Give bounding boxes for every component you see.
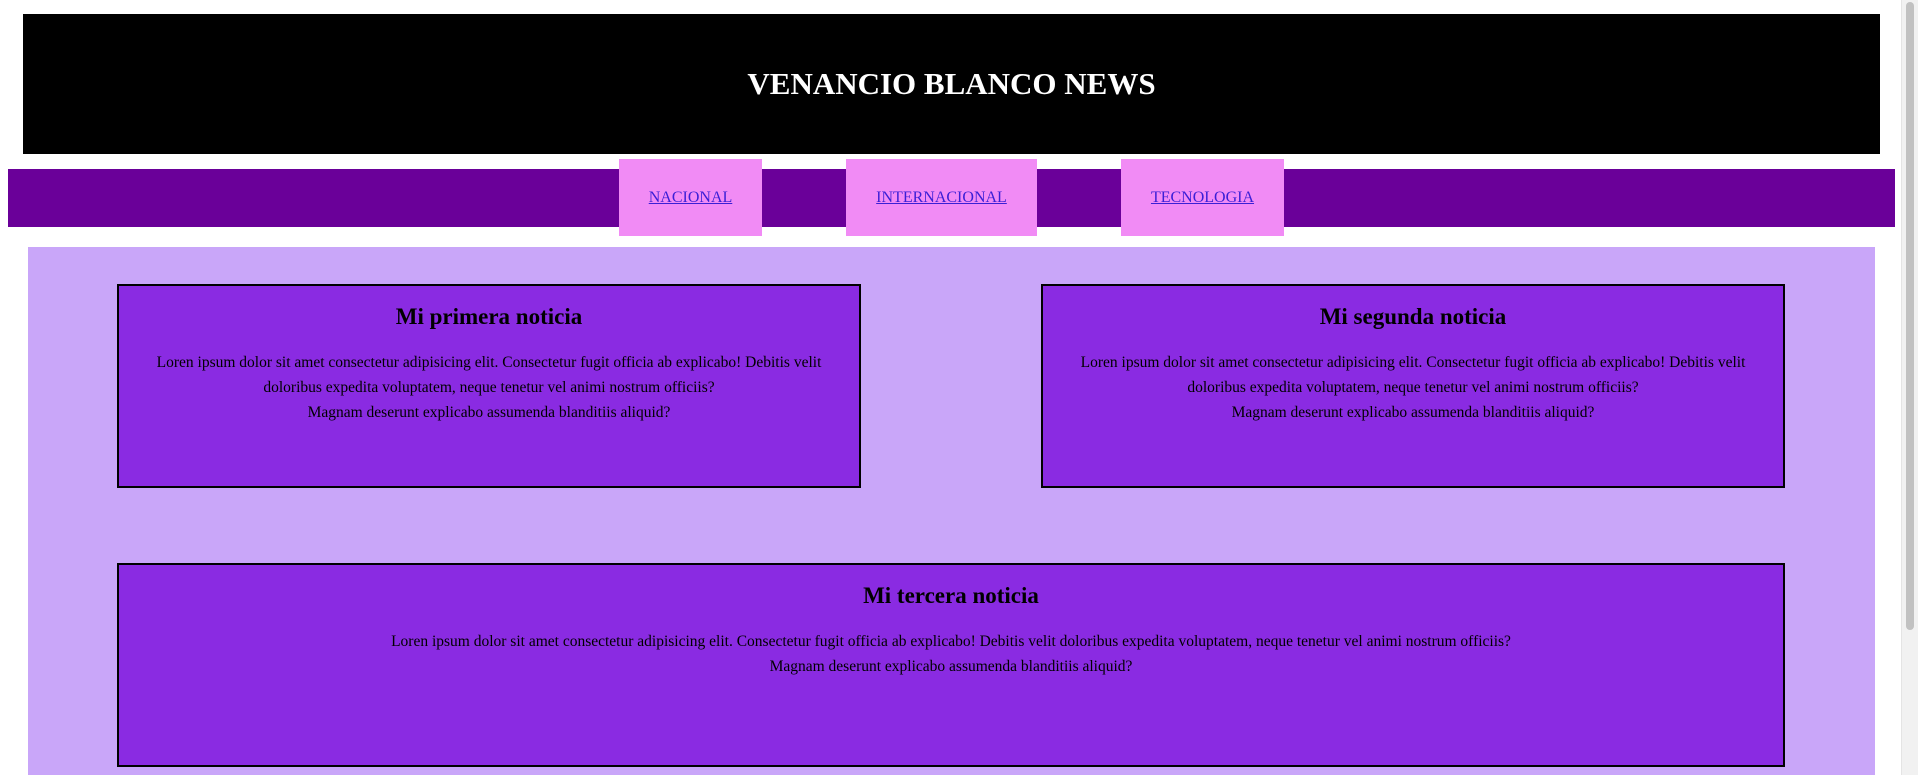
site-header	[23, 14, 1880, 154]
news-body-text: Loren ipsum dolor sit amet consectetur adipisicing elit. Consectetur fugit officia ab explicabo! Debitis velit doloribus expedita voluptatem, neque tenetur vel animi nostrum officiis?	[391, 633, 1511, 650]
news-body-text: Magnam deserunt explicabo assumenda blanditiis aliquid?	[307, 404, 671, 421]
news-body-text: Magnam deserunt explicabo assumenda blanditiis aliquid?	[769, 658, 1133, 675]
news-body	[1065, 350, 1761, 425]
news-body-text: Loren ipsum dolor sit amet consectetur adipisicing elit. Consectetur fugit officia ab explicabo! Debitis velit doloribus expedita voluptatem, neque tenetur vel animi nostrum officiis?	[1080, 354, 1746, 396]
nav-item-internacional[interactable]	[846, 159, 1037, 236]
nav-link-nacional[interactable]: NACIONAL	[648, 188, 733, 206]
nav-link-internacional[interactable]: INTERNACIONAL	[876, 188, 1007, 206]
scrollbar-thumb[interactable]	[1906, 2, 1914, 630]
news-title: Mi tercera noticia	[863, 583, 1039, 608]
vertical-scrollbar[interactable]	[1901, 0, 1918, 775]
nav-link-tecnologia[interactable]: TECNOLOGIA	[1150, 188, 1255, 206]
news-body	[141, 629, 1761, 679]
news-body	[141, 350, 837, 425]
news-card-1	[117, 284, 861, 488]
news-card-2	[1041, 284, 1785, 488]
site-title: VENANCIO BLANCO NEWS	[747, 66, 1156, 101]
news-body-text: Loren ipsum dolor sit amet consectetur adipisicing elit. Consectetur fugit officia ab explicabo! Debitis velit doloribus expedita voluptatem, neque tenetur vel animi nostrum officiis?	[156, 354, 822, 396]
nav-item-tecnologia[interactable]	[1121, 159, 1284, 236]
news-title: Mi segunda noticia	[1319, 304, 1507, 329]
news-card-3	[117, 563, 1785, 767]
news-title: Mi primera noticia	[395, 304, 583, 329]
news-body-text: Magnam deserunt explicabo assumenda blanditiis aliquid?	[1231, 404, 1595, 421]
nav-item-nacional[interactable]	[619, 159, 762, 236]
